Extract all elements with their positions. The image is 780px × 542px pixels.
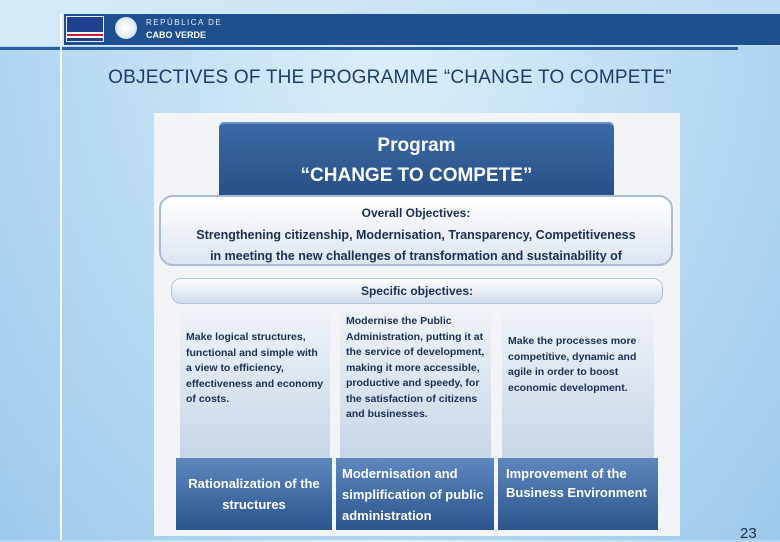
overall-objectives-box bbox=[159, 195, 673, 266]
program-label: Program bbox=[377, 135, 456, 156]
overall-objectives-line-1: Strengthening citizenship, Modernisation, Transparency, Competitiveness bbox=[196, 228, 636, 242]
overall-objectives-line-2: in meeting the new challenges of transformation and sustainability of bbox=[210, 249, 622, 263]
flag-icon bbox=[66, 16, 104, 42]
program-name: “CHANGE TO COMPETE” bbox=[300, 165, 533, 186]
specific-objectives-bar: Specific objectives: bbox=[171, 278, 663, 304]
left-vertical-rule bbox=[60, 14, 62, 540]
pillar-label-business: Improvement of the Business Environment bbox=[498, 458, 658, 530]
country-label: CABO VERDE bbox=[146, 30, 207, 40]
page-number: 23 bbox=[740, 525, 757, 542]
country-label-small: REPÚBLICA DE bbox=[146, 18, 223, 27]
overall-objectives-title: Overall Objectives: bbox=[361, 206, 471, 220]
program-diagram bbox=[154, 113, 680, 536]
objective-column-business: Make the processes more competitive, dynamic and agile in order to boost economic development. bbox=[502, 308, 654, 458]
pillar-label-public-administration: Modernisation and simplification of public administration bbox=[336, 458, 494, 530]
objective-column-public-administration: Modernise the Public Administration, putting it at the service of development, making it more accessible, productive and speedy, for the satisfaction of citizens and businesses. bbox=[340, 308, 491, 458]
pillar-label-structures: Rationalization of the structures bbox=[176, 458, 332, 530]
header-divider bbox=[0, 47, 738, 50]
program-box bbox=[219, 122, 614, 198]
national-emblem-icon bbox=[115, 17, 137, 39]
page-title: OBJECTIVES OF THE PROGRAMME “CHANGE TO COMPETE” bbox=[108, 67, 672, 88]
objective-column-structures: Make logical structures, functional and simple with a view to efficiency, effectiveness and economy of costs. bbox=[180, 308, 330, 458]
